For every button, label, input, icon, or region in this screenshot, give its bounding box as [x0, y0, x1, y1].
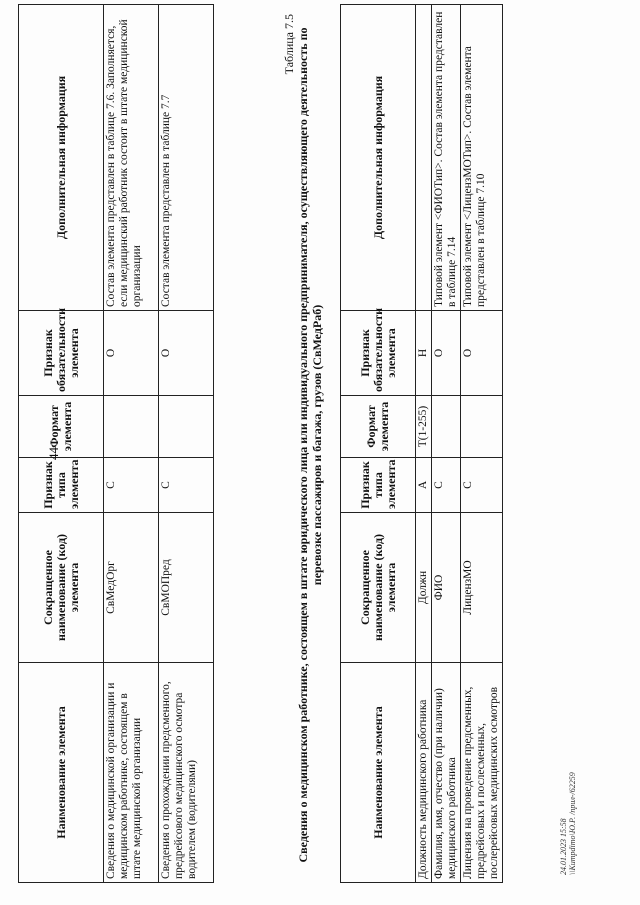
table1-header-format: Формат элемента	[19, 396, 104, 458]
table1-header-name: Наименование элемента	[19, 663, 104, 883]
table2-header-name: Наименование элемента	[341, 663, 416, 883]
table2-cell-info	[416, 5, 432, 311]
table-previous-continuation	[18, 4, 214, 883]
table1-cell-info: Состав элемента представлен в таблице 7.7	[159, 5, 214, 311]
table1-header-info: Дополнительная информация	[19, 5, 104, 311]
table2-cell-info: Типовой элемент <ЛицензМОТип>. Состав элемента представлен в таблице 7.10	[461, 5, 503, 311]
table2-cell-format	[432, 396, 461, 458]
table2-cell-format	[461, 396, 503, 458]
table2-cell-format: T(1-255)	[416, 396, 432, 458]
table-row	[416, 5, 432, 883]
table-row	[432, 5, 461, 883]
table1-header-row	[19, 5, 104, 883]
table1-cell-code: СвМОПред	[159, 513, 214, 663]
table1-header-required: Признак обязательности элемента	[19, 311, 104, 396]
table1-header-type: Признак типа элемента	[19, 458, 104, 513]
table2-cell-code: Должн	[416, 513, 432, 663]
table-medical-worker	[340, 4, 503, 883]
table1-cell-code: СвМедОрг	[104, 513, 159, 663]
table2-header-type: Признак типа элемента	[341, 458, 416, 513]
table2-cell-info: Типовой элемент <ФИОТип>. Состав элемента представлен в таблице 7.14	[432, 5, 461, 311]
table2-header-code: Сокращенное наименование (код) элемента	[341, 513, 416, 663]
stamp-date: 24.01.2023 15:58	[559, 818, 568, 875]
stamp-user: \\Kumpdimo\Ю.Р. /прил-/62259	[568, 772, 577, 875]
table2-cell-name: Должность медицинского работника	[416, 663, 432, 883]
table1-cell-name: Сведения о медицинской организации и медицинском работнике, состоящем в штате медицинской организации	[104, 663, 159, 883]
table-row	[461, 5, 503, 883]
page-number: 44	[46, 447, 61, 460]
table2-header-info: Дополнительная информация	[341, 5, 416, 311]
table1-cell-required: О	[159, 311, 214, 396]
table2-header-format: Формат элемента	[341, 396, 416, 458]
table-row	[159, 5, 214, 883]
table-label: Таблица 7.5	[282, 14, 296, 75]
table1-cell-format	[159, 396, 214, 458]
table1-header-code: Сокращенное наименование (код) элемента	[19, 513, 104, 663]
table1-cell-format	[104, 396, 159, 458]
table2-cell-type: С	[432, 458, 461, 513]
table1-cell-type: С	[104, 458, 159, 513]
table2-cell-type: С	[461, 458, 503, 513]
table2-cell-type: А	[416, 458, 432, 513]
table2-header-required: Признак обязательности элемента	[341, 311, 416, 396]
print-stamp	[559, 772, 577, 875]
table1-cell-name: Сведения о прохождении предсменного, предрейсового медицинского осмотра водителем (водителями)	[159, 663, 214, 883]
table2-cell-name: Лицензия на проведение предсменных, предрейсовых и послесменных, послерейсовых медицинских осмотров	[461, 663, 503, 883]
table2-header-row	[341, 5, 416, 883]
table2-cell-name: Фамилия, имя, отчество (при наличии) медицинского работника	[432, 663, 461, 883]
table2-cell-code: ФИО	[432, 513, 461, 663]
table2-cell-required: О	[432, 311, 461, 396]
table1-cell-required: О	[104, 311, 159, 396]
table-row	[104, 5, 159, 883]
table-title: Сведения о медицинском работнике, состоящем в штате юридического лица или индивидуального предпринимателя, осуществляющего деятельность по перевозке пассажиров и багажа, грузов (СвМедРаб)	[296, 27, 324, 863]
table1-cell-info: Состав элемента представлен в таблице 7.6. Заполняется, если медицинский работник состоит в штате медицинской организации	[104, 5, 159, 311]
table1-cell-type: С	[159, 458, 214, 513]
table2-cell-required: О	[461, 311, 503, 396]
table2-cell-required: Н	[416, 311, 432, 396]
table2-cell-code: ЛицензМО	[461, 513, 503, 663]
